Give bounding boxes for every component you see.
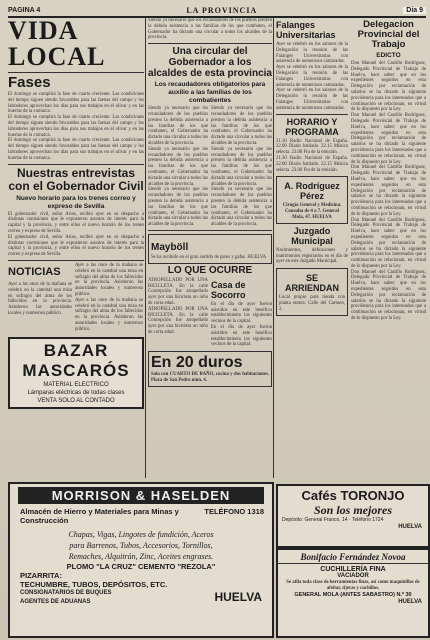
circular-text-3: Siendo ya necesario que los recaudadores de los pueblos presten la debida asistencia a las familias de los que combaten, el Gobernador ha dictado una circular a todos los alcaldes de la provincia.	[148, 187, 208, 228]
ad-rodriguez-perez	[276, 176, 348, 223]
delegacion-title: Delegacion Provincial del Trabajo	[357, 19, 420, 50]
fases-text: El domingo se cumplirá la fase de cuarto creciente. Las condiciones del tiempo siguen siendo favorables para las faenas del campo y los labradores aprovechan los días para sus trabajos en el olivar y en las huertas de la comarca.	[8, 92, 144, 115]
morrison-line-8: AGENTES DE ADUANAS	[20, 599, 91, 605]
newspaper-name: LA PROVINCIA	[186, 5, 258, 15]
morrison-line-7: CONSIGNATARIOS DE BUQUES	[20, 590, 112, 596]
noticias-text: Ayer a las once de la mañana se celebró en la catedral una misa en sufragio del alma de los fallecidos en la provincia. Asistieron las autoridades locales y numeroso público.	[8, 281, 72, 316]
bonif-trade-2: VACIADOR	[337, 573, 369, 579]
delegacion-text-3: Don Manuel del Castillo Rodríguez, Delegado Provincial de Trabajo de Huelva, hace saber: que en los expedientes seguidos en esta Delegación por reclamación de salarios se ha dictado la siguiente providencia para los interesados que a continuación se relacionan, en virtud de lo dispuesto por la Ley.	[351, 165, 426, 217]
edicto-label: EDICTO	[376, 52, 401, 59]
falanges-title: Falanges Universitarias	[276, 20, 336, 40]
bonif-trade: CUCHILLERÍA FINA	[320, 566, 386, 573]
circular-text-5: Siendo ya necesario que los recaudadores de los pueblos presten la debida asistencia a las familias de los que combaten, el Gobernador ha dictado una circular a todos los alcaldes de la provincia.	[211, 146, 272, 187]
veinte-title: En 20 duros	[151, 354, 243, 372]
ad-20-duros	[148, 351, 272, 387]
horario-text-2: 21.30 Radio Nacional de España. 22.00 Diario hablado. 22.15 Música selecta. 23.00 Fin de la emisión.	[276, 155, 348, 173]
falanges-text-3: Ayer se celebró en los salones de la Delegación la reunión de las Falanges Universitarias con asistencia de numerosos camaradas.	[276, 88, 348, 111]
morrison-line-5: PIZARRITA:	[20, 571, 62, 580]
noticias-text-3: Ayer a las once de la mañana se celebró en la catedral una misa en sufragio del alma de los fallecidos en la provincia. Asistieron las autoridades locales y numeroso público.	[75, 297, 143, 332]
bazar-title: BAZAR MASCARÓS	[22, 340, 130, 380]
delegacion-text-4: Don Manuel del Castillo Rodríguez, Delegado Provincial de Trabajo de Huelva, hace saber: que en los expedientes seguidos en esta Delegación por reclamación de salarios se ha dictado la siguiente providencia para los interesados que a continuación se relacionan, en virtud de lo dispuesto por la Ley.	[351, 217, 426, 269]
bonif-city: HUELVA	[398, 598, 422, 605]
ad-morrison-haselden	[8, 482, 274, 638]
horario-text: 21.30 Radio Nacional de España. 22.00 Diario hablado. 22.15 Música selecta. 23.00 Fin de la emisión.	[276, 138, 348, 156]
delegacion-text-5: Don Manuel del Castillo Rodríguez, Delegado Provincial de Trabajo de Huelva, hace saber: que en los expedientes seguidos en esta Delegación por reclamación de salarios se ha dictado la siguiente providencia para los interesados que a continuación se relacionan, en virtud de lo dispuesto por la Ley.	[351, 269, 426, 322]
noticias-title: NOTICIAS	[8, 265, 61, 278]
entrevista-title: Nuestras entrevistas con el Gobernador Civil	[8, 165, 144, 193]
intro-text: Siendo ya necesario que los recaudadores de los pueblos presten la debida asistencia a las familias de los que combaten, el Gobernador ha dictado una circular a todos los alcaldes de la provincia.	[148, 18, 272, 41]
juzgado-title: Juzgado Municipal	[291, 225, 333, 246]
morrison-line-1: Chapas, Vigas, Lingotes de fundición, Aceros	[68, 530, 214, 539]
morrison-phone: TELÉFONO 1318	[204, 507, 264, 516]
perez-title: A. Rodríguez Pérez	[284, 181, 340, 202]
socorro-text: En el día de ayer fueron asistidos en este benéfico establecimiento los siguientes vecinos de la capital.	[211, 301, 272, 325]
loque-title: LO QUE OCURRE	[167, 264, 253, 276]
toronjo-title: Cafés TORONJO	[301, 488, 405, 503]
column-divider	[273, 18, 274, 478]
bazar-line-1: MATERIAL ELECTRICO	[43, 381, 109, 388]
falanges-text: Ayer se celebró en los salones de la Delegación la reunión de las Falanges Universitarias con asistencia de numerosos camaradas.	[276, 42, 348, 65]
bonif-name: Bonifacio Fernández Novoa	[278, 552, 428, 564]
column-divider	[145, 18, 146, 478]
loque-text: ATROPELLADO POR UNA BICICLETA. En la calle Concepción fue atropellado ayer por una bicicleta un niño de corta edad.	[148, 277, 208, 306]
circular-text: Siendo ya necesario que los recaudadores de los pueblos presten la debida asistencia a las familias de los que combaten, el Gobernador ha dictado una circular a todos los alcaldes de la provincia.	[148, 106, 208, 146]
morrison-subtitle: Almacén de Hierro y Materiales para Minas y Construcción	[20, 507, 179, 525]
socorro-title: Casa de Socorro	[211, 279, 246, 300]
morrison-line-4: PLOMO "LA CRUZ" CEMENTO "REZOLA"	[66, 562, 216, 571]
ad-bonifacio	[276, 548, 430, 638]
circular-text-4: Siendo ya necesario que los recaudadores de los pueblos presten la debida asistencia a las familias de los que combaten, el Gobernador ha dictado una circular a todos los alcaldes de la provincia.	[211, 106, 272, 146]
arriendan-title: SE ARRIENDAN	[285, 273, 339, 294]
morrison-line-2: para Barrenos, Tubos, Accesorios, Tornillos,	[69, 541, 213, 550]
column-right	[276, 18, 426, 322]
mayboll-text: Se ha recibido en el gran surtido de pares y gafas. HUELVA	[151, 254, 267, 260]
ad-mayboll	[148, 234, 272, 264]
circular-subtitle: Los recaudadores obligatorios para auxilio a las familias de los combatientes	[154, 81, 266, 105]
morrison-city: HUELVA	[214, 590, 262, 604]
juzgado-text: Nacimientos, defunciones y matrimonios registrados en el día de ayer en este Juzgado Municipal.	[276, 247, 348, 265]
entrevista-text-2: El gobernador civil, señor Arias, recibió ayer en su despacho a distintas comisiones que le expusieron asuntos de interés para la capital y la provincia, y entre ellos el nuevo horario de los trenes correo y expreso de Sevilla.	[8, 234, 144, 258]
circular-text-2: Siendo ya necesario que los recaudadores de los pueblos presten la debida asistencia a las familias de los que combaten, el Gobernador ha dictado una circular a todos los alcaldes de la provincia.	[148, 146, 208, 187]
column-center	[148, 18, 272, 387]
arriendan-text: Local propio para tienda con planta entera. Calle del Carmen, 2.	[279, 295, 345, 312]
delegacion-text-2: Don Manuel del Castillo Rodríguez, Delegado Provincial de Trabajo de Huelva, hace saber: que en los expedientes seguidos en esta Delegación por reclamación de salarios se ha dictado la siguiente providencia para los interesados que a continuación se relacionan, en virtud de lo dispuesto por la Ley.	[351, 113, 426, 165]
circular-title: Una circular del Gobernador a los alcaldes de esta provincia	[148, 46, 272, 80]
page-number: PAGINA 4	[8, 6, 41, 14]
morrison-line-3: Remaches, Alquitrán, Zinc, Aceites engrases.	[68, 552, 214, 561]
bonif-text: Se afila toda clase de herramientas finas, así como maquinillas de afeitar, tijeras y cuchillos.	[286, 580, 420, 591]
morrison-title: MORRISON & HASELDEN	[18, 487, 264, 504]
falanges-text-2: Ayer se celebró en los salones de la Delegación la reunión de las Falanges Universitarias con asistencia de numerosos camaradas.	[276, 65, 348, 88]
perez-text: Cirugía General y Medicina. Consulta de 4 a 7. General Mola, 47. HUELVA	[282, 203, 342, 220]
delegacion-text: Don Manuel del Castillo Rodríguez, Delegado Provincial de Trabajo de Huelva, hace saber: que en los expedientes seguidos en esta Delegación por reclamación de salarios se ha dictado la siguiente providencia para los interesados que a continuación se relacionan, en virtud de lo dispuesto por la Ley.	[351, 61, 426, 113]
circular-text-6: Siendo ya necesario que los recaudadores de los pueblos presten la debida asistencia a las familias de los que combaten, el Gobernador ha dictado una circular a todos los alcaldes de la provincia.	[211, 187, 272, 228]
noticias-text-2: Ayer a las once de la mañana se celebró en la catedral una misa en sufragio del alma de los fallecidos en la provincia. Asistieron las autoridades locales y numeroso público.	[75, 262, 143, 297]
fases-title: Fases	[8, 74, 51, 91]
entrevista-subtitle: Nuevo horario para los trenes correo y expreso de Sevilla	[16, 194, 136, 210]
section-title: VIDA LOCAL	[8, 16, 106, 71]
toronjo-slogan: Son los mejores	[313, 503, 392, 517]
bazar-line-3: VENTA SOLO AL CONTADO	[37, 397, 115, 404]
fases-text-3: El domingo se cumplirá la fase de cuarto creciente. Las condiciones del tiempo siguen siendo favorables para las faenas del campo y los labradores aprovechan los días para sus trabajos en el olivar y en las huertas de la comarca.	[8, 138, 144, 161]
morrison-line-6: TECHUMBRE, TUBOS, DEPÓSITOS, ETC.	[20, 580, 168, 589]
loque-text-2: ATROPELLADO POR UNA BICICLETA. En la calle Concepción fue atropellado ayer por una bicicleta un niño de corta edad.	[148, 306, 208, 335]
horario-title: HORARIO Y PROGRAMA	[285, 116, 339, 137]
entrevista-text: El gobernador civil, señor Arias, recibió ayer en su despacho a distintas comisiones que le expusieron asuntos de interés para la capital y la provincia, y entre ellos el nuevo horario de los trenes correo y expreso de Sevilla.	[8, 211, 144, 234]
ad-se-arriendan	[276, 268, 348, 315]
bazar-line-2: Lámparas eléctricas de todas clases	[27, 389, 125, 396]
socorro-text-2: En el día de ayer fueron asistidos en este benéfico establecimiento los siguientes vecinos de la capital.	[211, 324, 272, 348]
veinte-text: Sala con CUARTO DE BAÑO, cocina y dos habitaciones. Plaza de San Pedro núm. 4.	[151, 372, 269, 383]
toronjo-city: HUELVA	[398, 524, 422, 530]
fases-text-2: El domingo se cumplirá la fase de cuarto creciente. Las condiciones del tiempo siguen siendo favorables para las faenas del campo y los labradores aprovechan los días para sus trabajos en el olivar y en las huertas de la comarca.	[8, 115, 144, 138]
ad-cafes-toronjo	[276, 484, 430, 548]
toronjo-address: Depósito: General Franco, 14 · Teléfono 1724	[282, 517, 384, 523]
ad-bazar-mascaros	[8, 337, 144, 409]
page-date: Dia 9	[403, 7, 426, 14]
bonif-address: GENERAL MOLA (ANTES SABASTRO) N.º 30	[294, 591, 412, 598]
column-local	[8, 18, 144, 409]
mayboll-title: Mayböll	[151, 241, 189, 253]
